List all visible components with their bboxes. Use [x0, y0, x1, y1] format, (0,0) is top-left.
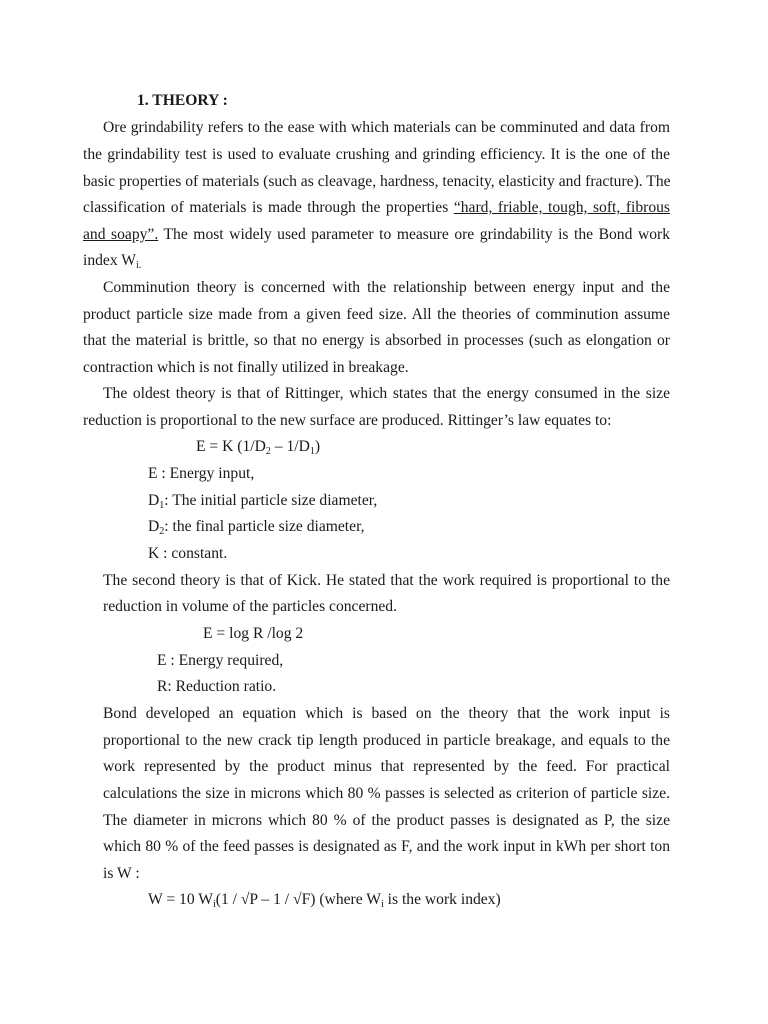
- subscript: i: [380, 899, 384, 910]
- bond-equation: [148, 890, 501, 910]
- rittinger-def-k: K : constant.: [148, 545, 228, 562]
- kick-def-e: E : Energy required,: [157, 652, 284, 669]
- paragraph-1-line-6: [83, 251, 141, 271]
- section-heading: 1. THEORY :: [137, 92, 228, 109]
- paragraph-3-line-1: The oldest theory is that of Rittinger, which states that the energy consumed in the size: [103, 385, 670, 402]
- def-text: : The initial particle size diameter,: [164, 492, 378, 509]
- subscript: 1: [309, 446, 315, 457]
- paragraph-3-line-2: reduction is proportional to the new surface are produced. Rittinger’s law equates to:: [83, 412, 612, 429]
- paragraph-2-line-1: Comminution theory is concerned with the relationship between energy input and the: [103, 279, 670, 296]
- paragraph-4-line-1: The second theory is that of Kick. He stated that the work required is proportional to the: [103, 572, 670, 589]
- paragraph-5-line-3: work represented by the product minus that represented by the feed. For practical: [103, 758, 670, 775]
- rittinger-def-d2: [148, 517, 365, 537]
- def-text: D: [148, 518, 160, 535]
- paragraph-5-line-1: Bond developed an equation which is based on the theory that the work input is: [103, 705, 670, 722]
- subscript: i: [212, 899, 216, 910]
- equation-text: (1 / √P – 1 / √F) (where W: [215, 891, 381, 908]
- paragraph-1-line-3: basic properties of materials (such as cleavage, hardness, tenacity, elasticity and fracture). The: [83, 173, 671, 190]
- subscript: 2: [159, 526, 165, 537]
- def-text: : the final particle size diameter,: [164, 518, 365, 535]
- line-text: index W: [83, 252, 136, 269]
- paragraph-1-line-5: [83, 225, 670, 245]
- subscript: 2: [265, 446, 271, 457]
- paragraph-2-line-4: contraction which is not finally utilized in breakage.: [83, 359, 409, 376]
- equation-text: E = K (1/D: [196, 438, 266, 455]
- paragraph-5-line-2: proportional to the new crack tip length produced in particle breakage, and equals to the: [103, 732, 670, 749]
- equation-text: ): [314, 438, 321, 455]
- paragraph-5-line-4: calculations the size in microns which 80 % passes is selected as criterion of particle size.: [103, 785, 670, 802]
- equation-text: is the work index): [383, 891, 501, 908]
- equation-text: – 1/D: [270, 438, 310, 455]
- paragraph-1-line-2: the grindability test is used to evaluate crushing and grinding efficiency. It is the one of the: [83, 146, 670, 163]
- paragraph-1-line-1: Ore grindability refers to the ease with which materials can be comminuted and data from: [103, 119, 670, 136]
- equation-text: W = 10 W: [148, 891, 213, 908]
- def-text: D: [148, 492, 160, 509]
- line-text: classification of materials is made through the properties: [83, 199, 454, 216]
- paragraph-1-line-4: [83, 198, 670, 218]
- rittinger-equation: [196, 437, 320, 457]
- underlined-properties-end: and soapy”.: [83, 226, 159, 243]
- paragraph-2-line-2: product particle size made from a given feed size. All the theories of comminution assume: [83, 306, 670, 323]
- paragraph-5-line-6: which 80 % of the feed passes is designated as F, and the work input in kWh per short ton: [103, 838, 670, 855]
- paragraph-5-line-5: The diameter in microns which 80 % of the product passes is designated as P, the size: [103, 812, 670, 829]
- paragraph-4-line-2: reduction in volume of the particles concerned.: [103, 598, 398, 615]
- kick-def-r: R: Reduction ratio.: [157, 678, 277, 695]
- paragraph-2-line-3: that the material is brittle, so that no energy is absorbed in processes (such as elongation or: [83, 332, 670, 349]
- subscript: 1: [159, 500, 165, 511]
- underlined-properties: “hard, friable, tough, soft, fibrous: [453, 199, 670, 216]
- paragraph-5-line-7: is W :: [103, 865, 140, 882]
- kick-equation: E = log R /log 2: [203, 625, 304, 642]
- subscript: i.: [135, 260, 142, 271]
- rittinger-def-d1: [148, 491, 377, 511]
- line-text: The most widely used parameter to measure ore grindability is the Bond work: [158, 226, 670, 243]
- rittinger-def-e: E : Energy input,: [148, 465, 255, 482]
